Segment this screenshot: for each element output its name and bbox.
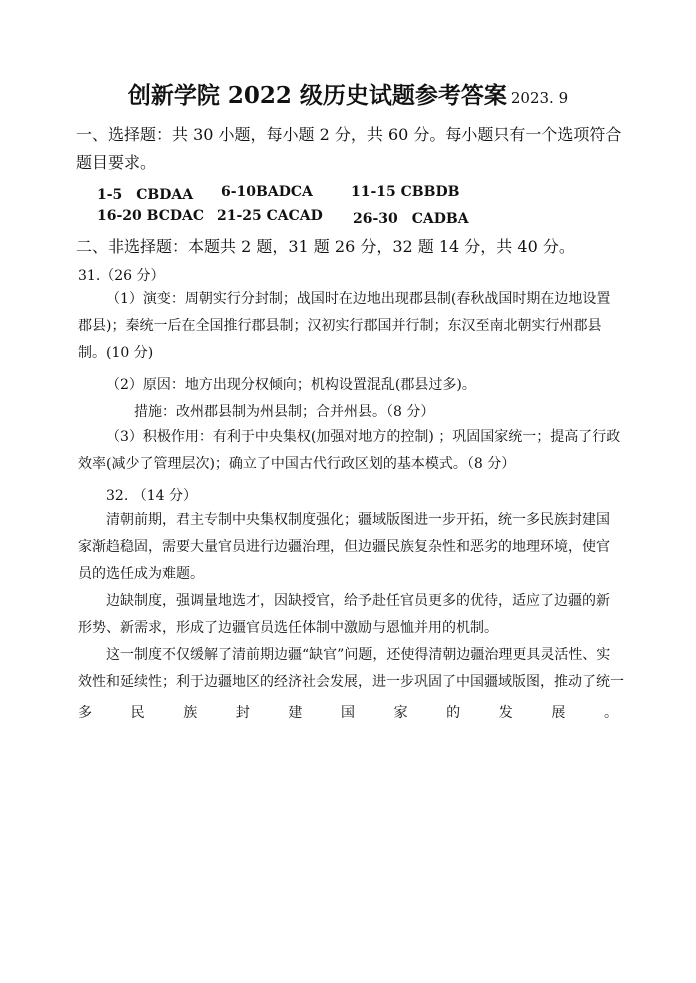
q31-part3-line: 效率(减少了管理层次)；确立了中国古代行政区划的基本模式。（8 分） <box>78 456 516 472</box>
q32-label: 32. （14 分） <box>106 488 197 504</box>
q32-para2-line: 形势、新需求，形成了边疆官员选任体制中激励与恩恤并用的机制。 <box>78 620 498 636</box>
q31-part3 <box>78 424 620 478</box>
answer-group: 1-5 CBDAA <box>97 187 194 203</box>
char: 。 <box>603 705 618 721</box>
q32-para1 <box>78 507 610 588</box>
char: 展 <box>551 705 566 721</box>
q32-para3-line: 效性和延续性；利于边疆地区的经济社会发展，进一步巩固了中国疆域版图，推动了统一 <box>78 674 624 690</box>
char: 的 <box>446 705 461 721</box>
section1-heading-line1: 一、选择题：共 30 小题，每小题 2 分，共 60 分。每小题只有一个选项符合 <box>76 125 622 144</box>
q31-part2-measure: 措施：改州郡县制为州县制；合并州县。（8 分） <box>134 404 435 420</box>
char: 建 <box>288 705 303 721</box>
q31-label: 31.（26 分） <box>78 268 165 284</box>
answer-group: 26-30 CADBA <box>353 211 469 227</box>
q32-para1-line: 家渐趋稳固，需要大量官员进行边疆治理，但边疆民族复杂性和恶劣的地理环境，使官 <box>78 539 610 555</box>
section2-heading: 二、非选择题：本题共 2 题，31 题 26 分，32 题 14 分，共 40 分。 <box>76 237 575 256</box>
q31-part2-reason: （2）原因：地方出现分权倾向；机构设置混乱(郡县过多)。 <box>106 377 476 393</box>
char: 国 <box>340 705 355 721</box>
title-main: 创新学院 2022 级历史试题参考答案 <box>127 82 507 109</box>
char: 家 <box>393 705 408 721</box>
q32-para3-line: 这一制度不仅缓解了清前期边疆“缺官”问题，还使得清朝边疆治理更具灵活性、实 <box>106 647 611 663</box>
answer-group: 16-20 BCDAC <box>97 208 205 224</box>
q32-para3-last-line <box>78 702 618 722</box>
answer-group: 11-15 CBBDB <box>351 184 460 200</box>
q32-para2 <box>78 588 610 642</box>
char: 多 <box>78 705 92 721</box>
q32-para2-line: 边缺制度，强调量地选才，因缺授官，给予赴任官员更多的优待，适应了边疆的新 <box>106 593 610 609</box>
char: 族 <box>183 705 198 721</box>
title-date: 2023. 9 <box>510 89 569 107</box>
q32-para1-line: 员的选任成为难题。 <box>78 566 204 582</box>
answer-group: 6-10BADCA <box>221 184 313 200</box>
q31-part1-line: 郡县)；秦统一后在全国推行郡县制；汉初实行郡国并行制；东汉至南北朝实行州郡县 <box>78 318 602 334</box>
q31-part1 <box>78 286 610 367</box>
q31-part1-line: （1）演变：周朝实行分封制；战国时在边地出现郡县制(春秋战国时期在边地设置 <box>106 291 611 307</box>
q31-part1-line: 制。(10 分) <box>78 345 154 361</box>
q32-para3 <box>78 642 624 696</box>
char: 封 <box>235 705 250 721</box>
char: 发 <box>498 705 513 721</box>
section1-heading-line2: 题目要求。 <box>76 153 157 172</box>
answer-group: 21-25 CACAD <box>217 208 323 224</box>
q31-part3-line: （3）积极作用：有利于中央集权(加强对地方的控制) ；巩固国家统一；提高了行政 <box>106 429 621 445</box>
page-title <box>0 77 696 110</box>
q32-para1-line: 清朝前期，君主专制中央集权制度强化；疆域版图进一步开拓，统一多民族封建国 <box>106 512 610 528</box>
char: 民 <box>130 705 145 721</box>
